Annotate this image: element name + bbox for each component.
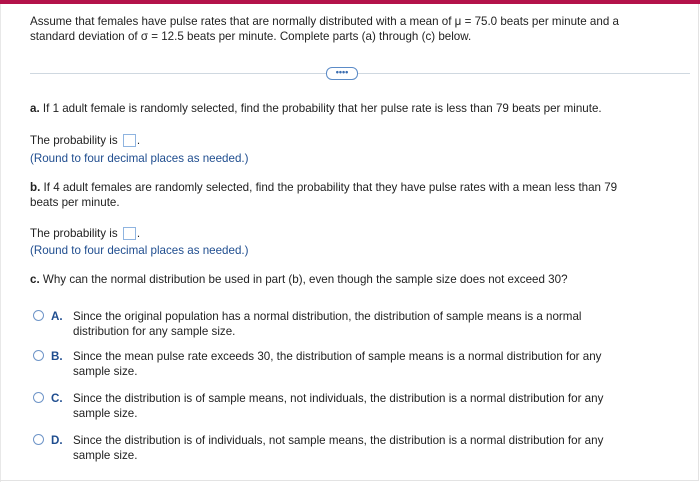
option-c-text: [73, 391, 663, 421]
problem-line-1: Assume that females have pulse rates that are normally distributed with a mean of μ = 75.0 beats per minute and a: [30, 15, 619, 28]
option-d-line-1: Since the distribution is of individuals, not sample means, the distribution is a normal distribution for any: [73, 434, 604, 447]
option-d-letter: D.: [51, 434, 63, 447]
part-a-letter: a.: [30, 102, 40, 115]
option-c-letter: C.: [51, 392, 63, 405]
part-a-answer-suffix: .: [136, 134, 141, 147]
part-c-question: [30, 272, 690, 287]
option-b-line-2: sample size.: [73, 365, 138, 378]
section-divider: [30, 73, 690, 74]
part-b-letter: b.: [30, 181, 41, 194]
option-b-text: [73, 349, 663, 379]
option-a-radio[interactable]: [33, 310, 44, 321]
option-b-line-1: Since the mean pulse rate exceeds 30, the distribution of sample means is a normal distribution for any: [73, 350, 602, 363]
option-b-radio[interactable]: [33, 350, 44, 361]
part-b-answer-suffix: .: [136, 227, 141, 240]
expand-more-button[interactable]: ••••: [326, 67, 358, 80]
option-a-text: [73, 309, 663, 339]
option-b-letter: B.: [51, 350, 63, 363]
part-b-answer-input[interactable]: [123, 227, 136, 240]
option-a-line-2: distribution for any sample size.: [73, 325, 236, 338]
option-d-line-2: sample size.: [73, 449, 138, 462]
option-c-line-2: sample size.: [73, 407, 138, 420]
part-b-answer-row: [30, 226, 140, 241]
part-c-question-text: Why can the normal distribution be used in part (b), even though the sample size does not exceed 30?: [42, 273, 568, 286]
option-c-line-1: Since the distribution is of sample means, not individuals, the distribution is a normal distribution for any: [73, 392, 604, 405]
part-c-letter: c.: [30, 273, 40, 286]
part-b-answer-prefix: The probability is: [30, 227, 118, 240]
option-d-text: [73, 433, 663, 463]
option-a-letter: A.: [51, 310, 63, 323]
part-b-question-line-2: beats per minute.: [30, 196, 120, 209]
part-a-answer-prefix: The probability is: [30, 134, 118, 147]
part-a-question: [30, 101, 690, 116]
part-a-question-text: If 1 adult female is randomly selected, find the probability that her pulse rate is less than 79 beats per minute.: [42, 102, 602, 115]
part-a-answer-row: [30, 133, 140, 148]
problem-statement: [30, 14, 685, 44]
part-a-round-note: (Round to four decimal places as needed.): [30, 152, 249, 165]
part-b-question-line-1: If 4 adult females are randomly selected, find the probability that they have pulse rates with a mean less than 79: [43, 181, 618, 194]
part-a-answer-input[interactable]: [123, 134, 136, 147]
option-d-radio[interactable]: [33, 434, 44, 445]
problem-line-2: standard deviation of σ = 12.5 beats per minute. Complete parts (a) through (c) below.: [30, 30, 472, 43]
option-a-line-1: Since the original population has a normal distribution, the distribution of sample means is a normal: [73, 310, 582, 323]
part-b-round-note: (Round to four decimal places as needed.): [30, 244, 249, 257]
option-c-radio[interactable]: [33, 392, 44, 403]
part-b-question: [30, 180, 690, 210]
